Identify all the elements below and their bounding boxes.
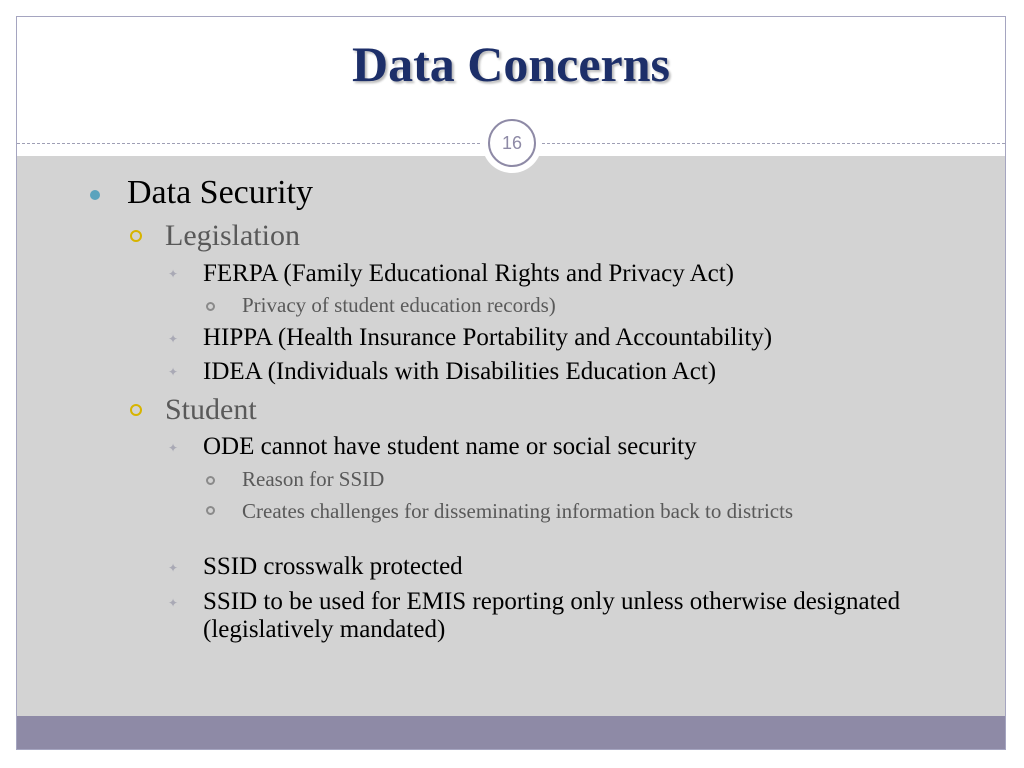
heading-data-security: Data Security: [127, 174, 313, 211]
level2-bullet-icon: [130, 404, 142, 416]
level3-bullet-icon: ✦: [168, 267, 179, 281]
level3-bullet-icon: ✦: [168, 441, 179, 455]
subitem-reason-ssid: Reason for SSID: [242, 467, 385, 491]
level3-bullet-icon: ✦: [168, 596, 179, 610]
slide-number: 16: [488, 119, 536, 167]
level2-bullet-icon: [130, 230, 142, 242]
item-hippa: HIPPA (Health Insurance Portability and Accountability): [203, 324, 773, 351]
level3-bullet-icon: ✦: [168, 365, 179, 379]
section-legislation: Legislation: [165, 219, 300, 252]
subitem-privacy: Privacy of student education records): [242, 293, 556, 317]
slide-title: Data Concerns: [351, 36, 671, 92]
level1-bullet-icon: [90, 190, 100, 200]
item-idea: IDEA (Individuals with Disabilities Education Act): [203, 358, 717, 385]
section-student: Student: [165, 393, 257, 426]
level4-bullet-icon: [206, 302, 215, 311]
item-ssid-emis: SSID to be used for EMIS reporting only unless otherwise designated (legislatively mandated): [203, 588, 901, 643]
footer-bar: [17, 716, 1005, 750]
item-ssid-crosswalk: SSID crosswalk protected: [203, 553, 463, 580]
item-ferpa: FERPA (Family Educational Rights and Privacy Act): [203, 260, 734, 287]
slide-number-badge: [482, 113, 542, 173]
item-ode: ODE cannot have student name or social security: [203, 433, 697, 460]
subitem-creates-challenges: Creates challenges for disseminating information back to districts: [242, 499, 794, 523]
slide: [16, 16, 1006, 750]
level3-bullet-icon: ✦: [168, 332, 179, 346]
level3-bullet-icon: ✦: [168, 561, 179, 575]
level4-bullet-icon: [206, 506, 215, 515]
level4-bullet-icon: [206, 476, 215, 485]
